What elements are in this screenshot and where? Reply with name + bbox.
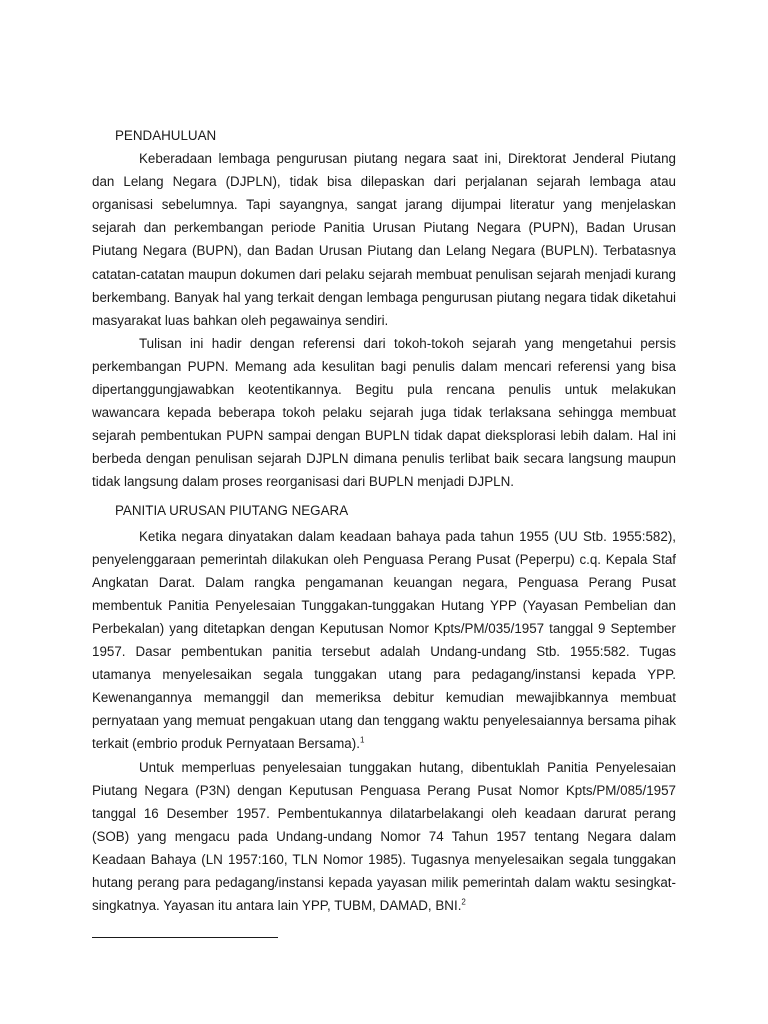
paragraph-text: Untuk memperluas penyelesaian tunggakan hutang, dibentuklah Panitia Penyelesaian Piutang Negara (P3N) dengan Keputusan Penguasa Perang Pusat Nomor Kpts/PM/085/1957 tanggal 16 Desember 1957. Pembentukannya dilatarbelakangi oleh keadaan darurat perang (SOB) yang mengacu pada Undang-undang Nomor 74 Tahun 1957 tentang Negara dalam Keadaan Bahaya (LN 1957:160, TLN Nomor 1985). Tugasnya menyelesaikan segala tunggakan hutang perang para pedagang/instansi kepada yayasan milik pemerintah dalam waktu sesingkat-singkatnya. Yayasan itu antara lain YPP, TUBM, DAMAD, BNI.	[92, 759, 676, 914]
footnote-ref[interactable]: 1	[359, 735, 365, 745]
paragraph-with-footnote	[92, 525, 676, 756]
footnote-separator	[92, 937, 278, 938]
paragraph: Keberadaan lembaga pengurusan piutang negara saat ini, Direktorat Jenderal Piutang dan Lelang Negara (DJPLN), tidak bisa dilepaskan dari perjalanan sejarah lembaga atau organisasi sebelumnya. Tapi sayangnya, sangat jarang dijumpai literatur yang menjelaskan sejarah dan perkembangan periode Panitia Urusan Piutang Negara (PUPN), Badan Urusan Piutang Negara (BUPN), dan Badan Urusan Piutang dan Lelang Negara (BUPLN). Terbatasnya catatan-catatan maupun dokumen dari pelaku sejarah membuat penulisan sejarah menjadi kurang berkembang. Banyak hal yang terkait dengan lembaga pengurusan piutang negara tidak diketahui masyarakat luas bahkan oleh pegawainya sendiri.	[92, 151, 676, 328]
footnote-ref[interactable]: 2	[461, 897, 466, 907]
section-heading-panitia-urusan-piutang-negara: PANITIA URUSAN PIUTANG NEGARA	[115, 502, 349, 518]
paragraph-text: Ketika negara dinyatakan dalam keadaan bahaya pada tahun 1955 (UU Stb. 1955:582), penyelenggaraan pemerintah dilakukan oleh Penguasa Perang Pusat (Peperpu) c.q. Kepala Staf Angkatan Darat. Dalam rangka pengamanan keuangan negara, Penguasa Perang Pusat membentuk Panitia Penyelesaian Tunggakan-tunggakan Hutang YPP (Yayasan Pembelian dan Perbekalan) yang ditetapkan dengan Keputusan Nomor Kpts/PM/035/1957 tanggal 9 September 1957. Dasar pembentukan panitia tersebut adalah Undang-undang Stb. 1955:582. Tugas utamanya menyelesaikan segala tunggakan utang para pedagang/instansi kepada YPP. Kewenangannya memanggil dan memeriksa debitur kemudian mewajibkannya membuat pernyataan yang memuat pengakuan utang dan tenggang waktu penyelesaiannya bersama pihak terkait (embrio produk Pernyataan Bersama).	[92, 528, 676, 752]
section-heading-pendahuluan: PENDAHULUAN	[115, 128, 217, 143]
paragraph: Tulisan ini hadir dengan referensi dari tokoh-tokoh sejarah yang mengetahui persis perkembangan PUPN. Memang ada kesulitan bagi penulis dalam mencari referensi yang bisa dipertanggungjawabkan keotentikannya. Begitu pula rencana penulis untuk melakukan wawancara kepada beberapa tokoh pelaku sejarah juga tidak terlaksana sehingga membuat sejarah pembentukan PUPN sampai dengan BUPLN tidak dapat dieksplorasi lebih dalam. Hal ini berbeda dengan penulisan sejarah DJPLN dimana penulis terlibat baik secara langsung maupun tidak langsung dalam proses reorganisasi dari BUPLN menjadi DJPLN.	[92, 335, 676, 490]
document-page	[92, 124, 676, 917]
paragraph-with-footnote	[92, 756, 676, 918]
